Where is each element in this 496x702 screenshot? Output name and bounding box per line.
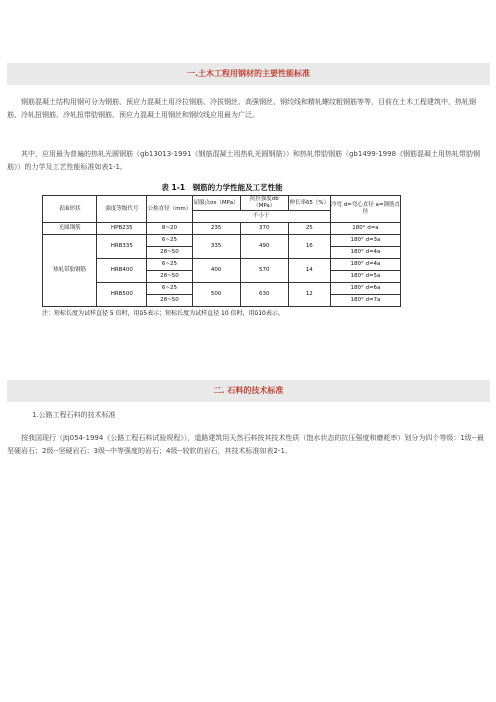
cell-tensile: 370 <box>240 223 288 235</box>
table-row <box>43 235 401 247</box>
cell-diameter: 6~25 <box>147 259 192 271</box>
cell-bend: 180° d=a <box>330 223 400 235</box>
section-1-title: 一.土木工程用钢材的主要性能标准 <box>7 63 490 85</box>
cell-grade: HPB235 <box>97 223 147 235</box>
cell-yield: 335 <box>192 235 240 259</box>
cell-tensile: 490 <box>240 235 288 259</box>
header-yield: 屈服点σs（MPa） <box>192 196 240 211</box>
cell-bend: 180° d=3a <box>330 235 400 247</box>
cell-diameter: 6~25 <box>147 283 192 295</box>
header-diameter: 公称直径（mm） <box>147 196 192 223</box>
table-row <box>43 223 401 235</box>
cell-diameter: 28~50 <box>147 271 192 283</box>
header-elongation: 伸长率δ5（%） <box>288 196 330 211</box>
steel-properties-table-block <box>42 181 402 320</box>
cell-grade: HRB400 <box>97 259 147 283</box>
cell-elongation: 12 <box>288 283 330 307</box>
section-2-subtitle: 1.公路工程石料的技术标准 <box>32 411 116 419</box>
section-1-paragraph-2: 其中，应用最为普遍的热轧光圆钢筋（gb13013-1991《钢筋混凝土用热轧光圆钢筋》）和热轧带肋钢筋（gb1499-1998《钢筋混凝土用热轧带肋钢筋》）的力学及工艺性能标准如表1-1。 <box>7 150 481 171</box>
cell-yield: 235 <box>192 223 240 235</box>
cell-tensile: 630 <box>240 283 288 307</box>
header-tensile: 抗拉强度σb（MPa） <box>240 196 288 211</box>
cell-grade: HRB335 <box>97 235 147 259</box>
header-min: 不小于 <box>192 211 330 223</box>
header-shape: 表面形状 <box>43 196 97 223</box>
cell-yield: 400 <box>192 259 240 283</box>
cell-bend: 180° d=5a <box>330 271 400 283</box>
cell-diameter: 28~50 <box>147 247 192 259</box>
table-row <box>43 283 401 295</box>
table-row <box>43 259 401 271</box>
header-bend: 冷弯 d=弯心直径 a=钢筋直径 <box>330 196 400 223</box>
cell-shape: 光圆钢筋 <box>43 223 97 235</box>
cell-elongation: 14 <box>288 259 330 283</box>
cell-tensile: 570 <box>240 259 288 283</box>
cell-bend: 180° d=6a <box>330 283 400 295</box>
cell-grade: HRB500 <box>97 283 147 307</box>
cell-diameter: 8~20 <box>147 223 192 235</box>
table-caption: 表 1-1 钢筋的力学性能及工艺性能 <box>161 183 283 192</box>
cell-elongation: 25 <box>288 223 330 235</box>
header-grade: 强度等级代号 <box>97 196 147 223</box>
cell-bend: 180° d=4a <box>330 259 400 271</box>
section-2-title: 二. 石料的技术标准 <box>7 380 490 402</box>
steel-properties-table <box>42 195 401 307</box>
cell-elongation: 16 <box>288 235 330 259</box>
cell-bend: 180° d=7a <box>330 295 400 307</box>
cell-yield: 500 <box>192 283 240 307</box>
section-2-paragraph: 按我国现行（jtj054-1994《公路工程石料试验规程》），道路建筑用天然石料按其技术性质（饱水状态的抗压强度和磨耗率）划分为四个等级：1级--最坚硬岩石；2级--坚硬岩石；3级--中等强度的岩石；4级--较软的岩石，其技术标准如表2-1。 <box>7 434 484 455</box>
cell-shape: 热轧带肋钢筋 <box>43 235 97 307</box>
cell-diameter: 28~50 <box>147 295 192 307</box>
table-note: 注：短标长度为试样直径 5 倍时，用δ5表示；短标长度为试样直径 10 倍时，用δ10表示。 <box>42 310 284 317</box>
cell-diameter: 6~25 <box>147 235 192 247</box>
cell-bend: 180° d=4a <box>330 247 400 259</box>
section-1-paragraph-1: 钢筋混凝土结构用钢可分为钢筋、预应力混凝土用冷拉钢筋、冷拔钢丝、高强钢丝、钢绞线和精轧螺纹粗钢筋等等，目前在土木工程建筑中，热轧钢筋、冷轧扭钢筋、冷轧扭带肋钢筋、预应力混凝土用钢丝和钢绞线应用最为广泛。 <box>7 98 476 119</box>
